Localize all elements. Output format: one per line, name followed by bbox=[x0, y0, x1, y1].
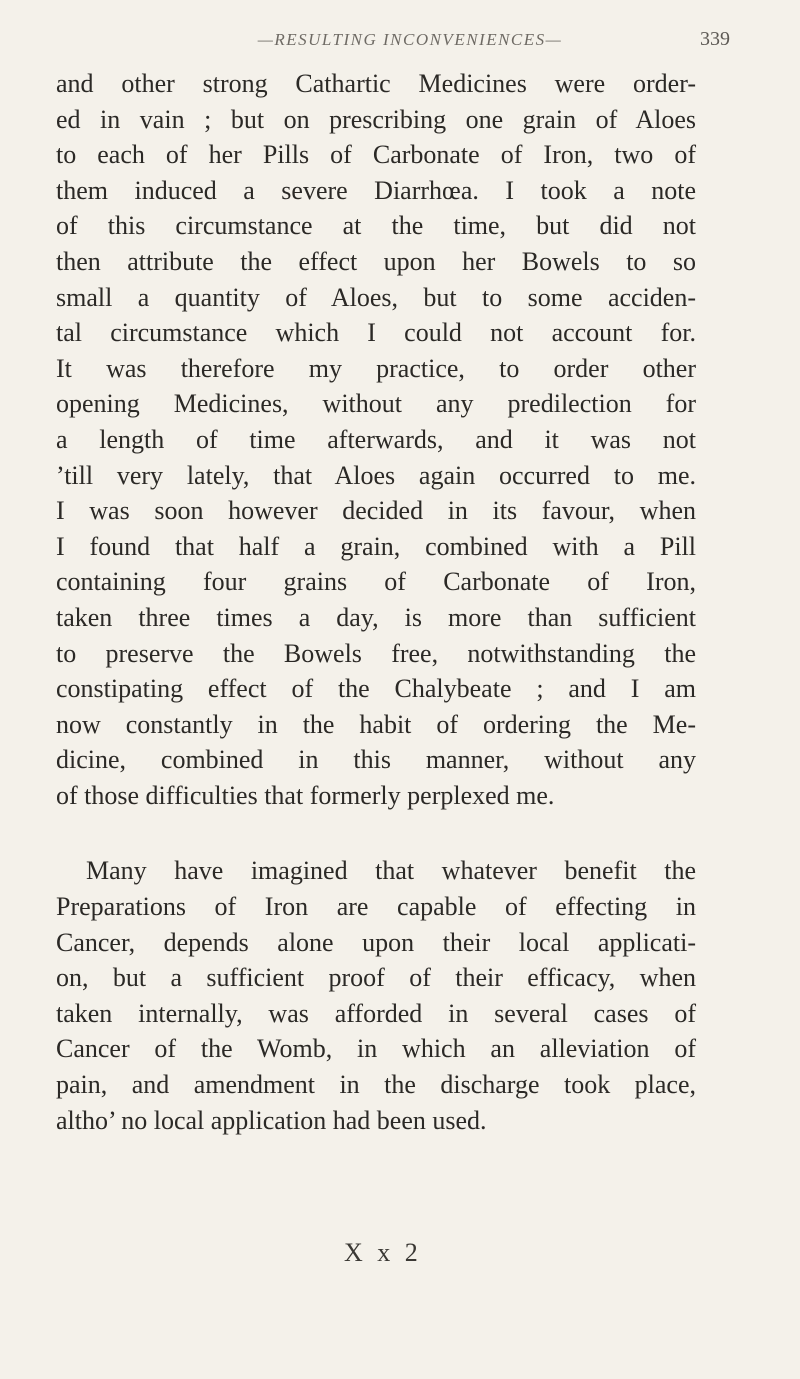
text-line: small a quantity of Aloes, but to some acciden- bbox=[56, 282, 696, 312]
text-line: It was therefore my practice, to order other bbox=[56, 353, 696, 383]
text-line: opening Medicines, without any predilection for bbox=[56, 389, 696, 419]
text-line: I was soon however decided in its favour, when bbox=[56, 496, 696, 526]
text-line: them induced a severe Diarrhœa. I took a note bbox=[56, 175, 696, 205]
paragraph-2 bbox=[56, 853, 696, 1138]
text-line: of those difficulties that formerly perplexed me. bbox=[56, 780, 555, 810]
running-head bbox=[90, 20, 730, 60]
text-line: to each of her Pills of Carbonate of Iron, two of bbox=[56, 140, 696, 170]
page-number: 339 bbox=[700, 28, 730, 50]
text-line: taken internally, was afforded in several cases of bbox=[56, 998, 696, 1028]
text-line: altho’ no local application had been used. bbox=[56, 1105, 487, 1135]
text-line: Preparations of Iron are capable of effecting in bbox=[56, 892, 696, 922]
text-line: containing four grains of Carbonate of Iron, bbox=[56, 567, 696, 597]
text-line: dicine, combined in this manner, without any bbox=[56, 745, 696, 775]
text-line: then attribute the effect upon her Bowels to so bbox=[56, 246, 696, 276]
text-line: a length of time afterwards, and it was not bbox=[56, 424, 696, 454]
paragraph-gap bbox=[56, 813, 696, 853]
text-line: on, but a sufficient proof of their efficacy, when bbox=[56, 963, 696, 993]
text-line: now constantly in the habit of ordering the Me- bbox=[56, 709, 696, 739]
text-line: pain, and amendment in the discharge took place, bbox=[56, 1070, 696, 1100]
paragraph-1 bbox=[56, 66, 696, 813]
text-line: Cancer, depends alone upon their local applicati- bbox=[56, 927, 696, 957]
text-line: taken three times a day, is more than sufficient bbox=[56, 602, 696, 632]
text-line: Many have imagined that whatever benefit the bbox=[86, 856, 696, 886]
text-line: I found that half a grain, combined with a Pill bbox=[56, 531, 696, 561]
text-line: to preserve the Bowels free, notwithstanding the bbox=[56, 638, 696, 668]
text-line: Cancer of the Womb, in which an alleviation of bbox=[56, 1034, 696, 1064]
text-line: of this circumstance at the time, but did not bbox=[56, 211, 696, 241]
text-line: ed in vain ; but on prescribing one grain of Aloes bbox=[56, 104, 696, 134]
text-line: tal circumstance which I could not account for. bbox=[56, 318, 696, 348]
running-title: —RESULTING INCONVENIENCES— bbox=[257, 30, 563, 49]
body-text bbox=[56, 66, 696, 1138]
text-line: and other strong Cathartic Medicines were order- bbox=[56, 69, 696, 98]
signature-mark: X x 2 bbox=[344, 1238, 422, 1267]
text-line: ’till very lately, that Aloes again occurred to me. bbox=[56, 460, 696, 490]
text-line: constipating effect of the Chalybeate ; and I am bbox=[56, 674, 696, 704]
